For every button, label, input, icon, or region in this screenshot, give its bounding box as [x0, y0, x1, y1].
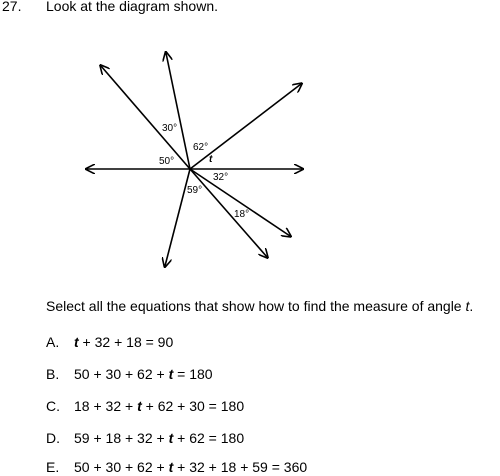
- choice-letter: D.: [46, 430, 60, 446]
- question-prompt: Look at the diagram shown.: [46, 0, 218, 14]
- equation-variable: t: [168, 459, 174, 475]
- choice-letter: B.: [46, 366, 60, 382]
- choice-letter: E.: [46, 459, 60, 475]
- equation-part: + 62 = 180: [173, 430, 245, 446]
- equation-variable: t: [168, 430, 174, 446]
- angle-label-18: 18°: [234, 209, 250, 220]
- angle-label-t: t: [209, 154, 213, 165]
- instruction-after: .: [469, 298, 474, 314]
- equation-variable: t: [168, 366, 174, 382]
- choice-equation: [74, 459, 307, 475]
- choice-equation: [74, 366, 213, 382]
- equation-part: 18 + 32 +: [74, 398, 138, 414]
- equation-part: 50 + 30 + 62 +: [74, 366, 169, 382]
- angle-label-59: 59°: [187, 185, 203, 196]
- choice-letter: C.: [46, 398, 60, 414]
- equation-part: + 32 + 18 + 59 = 360: [173, 459, 308, 475]
- ray-down: [165, 169, 190, 266]
- choice-equation: [74, 398, 244, 414]
- choice-equation: [74, 430, 244, 446]
- ray-up: [166, 53, 190, 169]
- angle-label-62: 62°: [193, 142, 209, 153]
- ray-upper-right: [190, 84, 301, 169]
- instruction-before: Select all the equations that show how to find the measure of angle: [46, 298, 466, 314]
- equation-part: = 180: [173, 366, 213, 382]
- equation-part: + 32 + 18 = 90: [78, 334, 174, 350]
- angle-label-50: 50°: [159, 156, 175, 167]
- choice-letter: A.: [46, 334, 60, 350]
- equation-part: 59 + 18 + 32 +: [74, 430, 169, 446]
- choice-a[interactable]: [46, 334, 173, 350]
- question-number: 27.: [2, 0, 22, 14]
- equation-variable: t: [74, 334, 79, 350]
- ray-upper-left: [101, 66, 190, 169]
- equation-part: 50 + 30 + 62 +: [74, 459, 169, 475]
- choice-c[interactable]: [46, 398, 244, 414]
- choice-equation: [74, 334, 173, 350]
- choice-d[interactable]: [46, 430, 244, 446]
- choice-b[interactable]: [46, 366, 213, 382]
- choice-e[interactable]: [46, 459, 307, 475]
- instruction-variable: t: [465, 298, 470, 314]
- angle-label-32: 32°: [213, 172, 229, 183]
- instruction-text: [46, 298, 473, 314]
- equation-part: + 62 + 30 = 180: [141, 398, 245, 414]
- angle-label-30: 30°: [162, 123, 178, 134]
- equation-variable: t: [137, 398, 142, 414]
